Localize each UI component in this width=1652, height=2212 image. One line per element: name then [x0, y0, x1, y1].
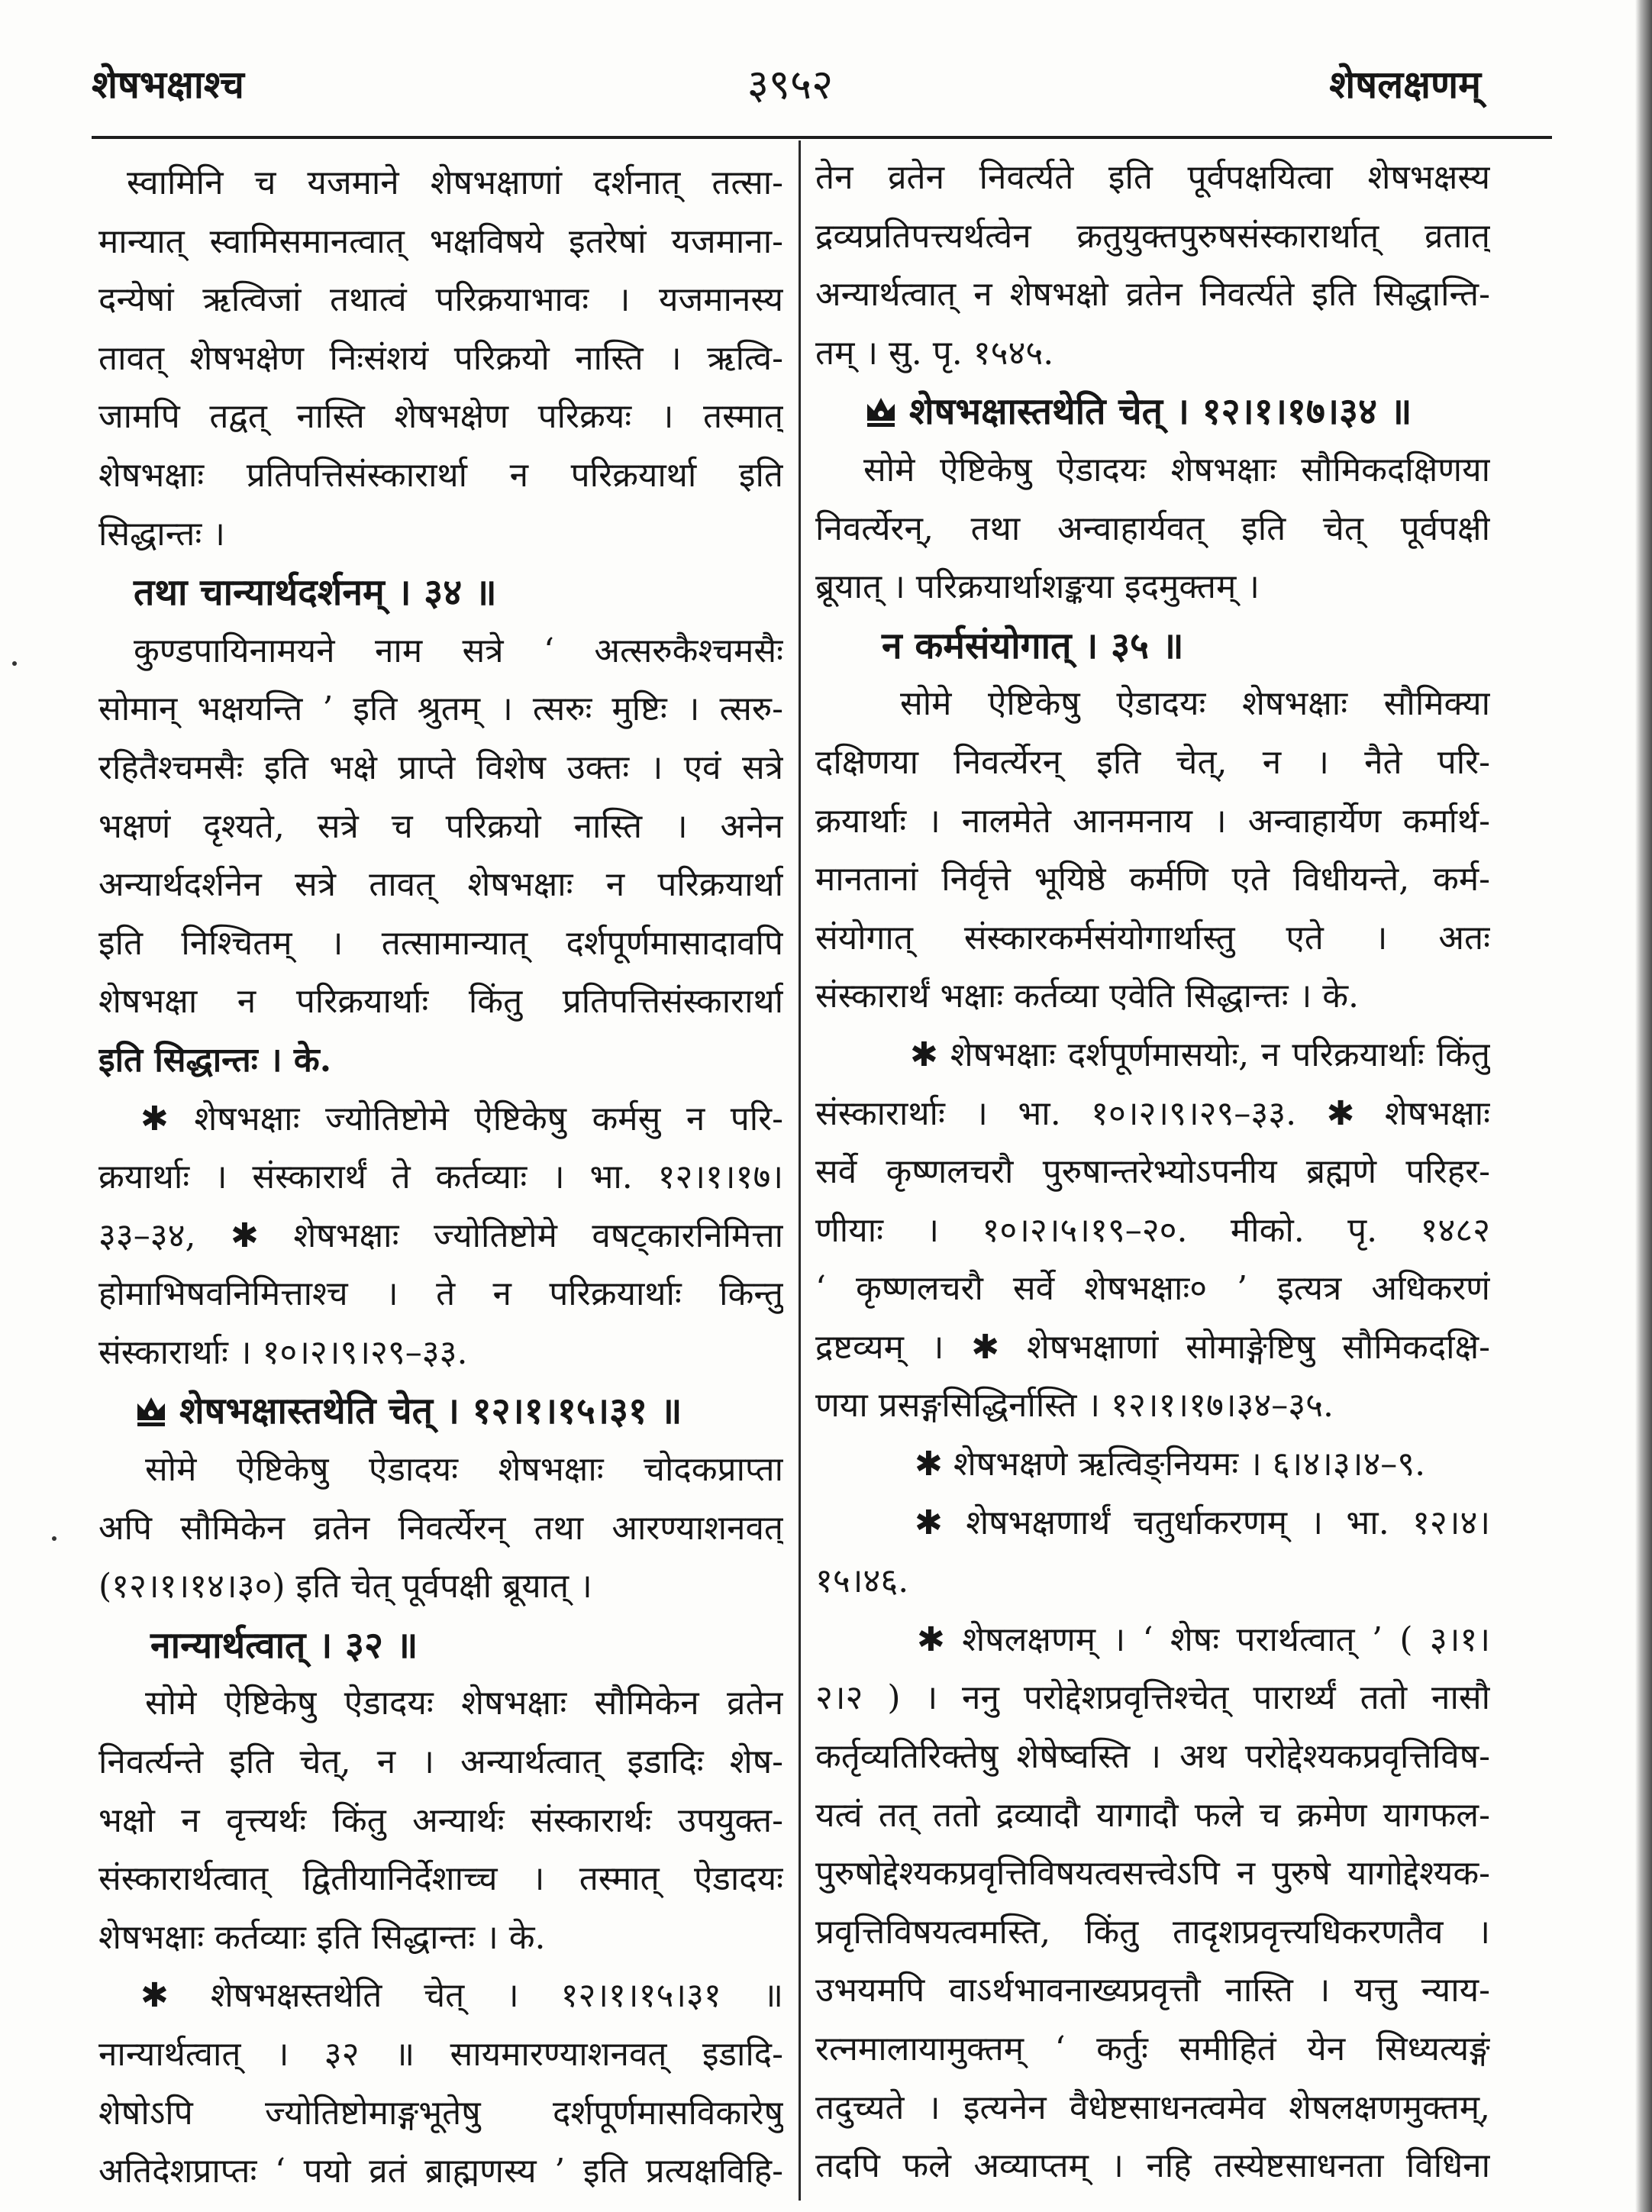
- sutra-heading-row: [815, 383, 1490, 441]
- paragraph-line: स्वामिनि च यजमाने शेषभक्षाणां दर्शनात् तत्सा-: [127, 163, 783, 202]
- reference-entry-line: ✱ शेषलक्षणम् । ‘ शेषः परार्थत्वात् ’ ( ३।१।: [917, 1619, 1490, 1659]
- paragraph-line: शेषभक्षा न परिक्रयार्थाः किंतु प्रतिपत्तिसंस्कारार्था: [98, 982, 783, 1022]
- scan-speck: [12, 661, 17, 666]
- paragraph-line: शेषभक्षाः कर्तव्याः इति सिद्धान्तः । के.: [98, 1917, 546, 1957]
- paragraph-line: सोमान् भक्षयन्ति ’ इति श्रुतम् । त्सरुः मुष्टिः । त्सरु-: [98, 689, 783, 729]
- sutra-ornament-icon: [863, 387, 899, 422]
- sutra-heading: शेषभक्षास्तथेति चेत् । १२।१।१५।३१ ॥: [179, 1390, 682, 1433]
- paragraph-line: जामपि तद्वत् नास्ति शेषभक्षेण परिक्रयः । तस्मात्: [98, 397, 783, 437]
- paragraph-line: प्रवृत्तिविषयत्वमस्ति, किंतु तादृशप्रवृत्त्यधिकरणतैव ।: [815, 1912, 1490, 1952]
- column-divider: [799, 140, 801, 2201]
- paragraph-line: सिद्धान्तः ।: [98, 514, 225, 554]
- reference-entry-line: शेषोऽपि ज्योतिष्टोमाङ्गभूतेषु दर्शपूर्णमासविकारेषु: [98, 2093, 783, 2133]
- sutra-heading: न कर्मसंयोगात् । ३५ ॥: [882, 624, 1184, 667]
- paragraph-line: सोमे ऐष्टिकेषु ऐडादयः शेषभक्षाः सौमिकदक्षिणया: [863, 450, 1490, 489]
- paragraph-line: तावत् शेषभक्षेण निःसंशयं परिक्रयो नास्ति । ऋत्वि-: [98, 338, 783, 378]
- reference-entry-line: णया प्रसङ्गसिद्धिर्नास्ति । १२।१।१७।३४–३५.: [815, 1386, 1334, 1426]
- reference-entry-line: संस्कारार्थाः । भा. १०।२।९।२९–३३. ✱ शेषभक्षाः: [815, 1093, 1490, 1133]
- paragraph-line: भक्षो न वृत्त्यर्थः किंतु अन्यार्थः संस्कारार्थः उपयुक्त-: [98, 1800, 783, 1840]
- reference-entry-line: १५।४६.: [815, 1561, 909, 1601]
- paragraph-line: संस्कारार्थं भक्षाः कर्तव्या एवेति सिद्धान्तः । के.: [815, 977, 1360, 1016]
- paragraph-line: इति निश्चितम् । तत्सामान्यात् दर्शपूर्णमासादावपि: [98, 923, 783, 963]
- reference-entry-line: द्रष्टव्यम् । ✱ शेषभक्षाणां सोमाङ्गेष्टिषु सौमिकदक्षि-: [815, 1327, 1490, 1367]
- paragraph-line: तदपि फले अव्याप्तम् । नहि तस्येष्टसाधनता विधिना: [815, 2146, 1490, 2186]
- left-column: [98, 154, 783, 2201]
- paragraph-line: द्रव्यप्रतिपत्त्यर्थत्वेन क्रतुयुक्तपुरुषसंस्कारार्थात् व्रतात्: [815, 216, 1490, 256]
- reference-entry-line: सर्वे कृष्णलचरौ पुरुषान्तरेभ्योऽपनीय ब्रह्मणे परिहर-: [815, 1152, 1490, 1192]
- paragraph-line: ब्रूयात् । परिक्रयार्थाशङ्कया इदमुक्तम् ।: [815, 567, 1260, 607]
- paragraph-line: यत्वं तत् ततो द्रव्यादौ यागादौ फले च क्रमेण यागफल-: [815, 1795, 1490, 1835]
- paragraph-line: रत्नमालायामुक्तम् ‘ कर्तुः समीहितं येन सिध्यत्यङ्गं: [815, 2030, 1490, 2068]
- reference-entry-line: ‘ कृष्णलचरौ सर्वे शेषभक्षाः० ’ इत्यत्र अधिकरणं: [815, 1269, 1490, 1309]
- right-column: [815, 149, 1490, 2196]
- paragraph-line: कुण्डपायिनामयने नाम सत्रे ‘ अत्सरुकैश्चमसैः: [134, 631, 783, 670]
- paragraph-line: अन्यार्थदर्शनेन सत्रे तावत् शेषभक्षाः न परिक्रयार्था: [98, 865, 783, 905]
- paragraph-line: निवर्त्यन्ते इति चेत्, न । अन्यार्थत्वात् इडादिः शेष-: [98, 1742, 783, 1782]
- reference-entry-line: क्रयार्थाः । संस्कारार्थं ते कर्तव्याः । भा. १२।१।१७।: [98, 1158, 783, 1197]
- paragraph-line: मान्यात् स्वामिसमानत्वात् भक्षविषये इतरेषां यजमाना-: [98, 221, 783, 261]
- reference-entry-line: ✱ शेषभक्षणार्थं चतुर्धाकरणम् । भा. १२।४।: [915, 1503, 1490, 1542]
- reference-entry-line: नान्यार्थत्वात् । ३२ ॥ सायमारण्याशनवत् इडादि-: [98, 2035, 783, 2074]
- paragraph-line: रहितैश्चमसैः इति भक्षे प्राप्ते विशेष उक्तः । एवं सत्रे: [98, 748, 783, 787]
- reference-entry-line: संस्कारार्थाः । १०।२।९।२९–३३.: [98, 1332, 468, 1372]
- paragraph-line: उभयमपि वाऽर्थभावनाख्यप्रवृत्तौ नास्ति । यत्तु न्याय-: [815, 1971, 1490, 2010]
- reference-entry-line: अतिदेशप्राप्तः ‘ पयो व्रतं ब्राह्मणस्य ’ इति प्रत्यक्षविहि-: [98, 2152, 783, 2191]
- paragraph-line: मानतानां निर्वृत्ते भूयिष्ठे कर्मणि एते विधीयन्ते, कर्म-: [815, 860, 1490, 899]
- paragraph-line: तेन व्रतेन निवर्त्यते इति पूर्वपक्षयित्वा शेषभक्षस्य: [815, 158, 1490, 197]
- running-head-left: शेषभक्षाश्च: [92, 62, 244, 107]
- reference-entry-line: णीयाः । १०।२।५।१९–२०. मीको. पृ. १४८२: [815, 1210, 1490, 1250]
- sutra-heading-row: [98, 1382, 783, 1441]
- paragraph-line: अन्यार्थत्वात् न शेषभक्षो व्रतेन निवर्त्यते इति सिद्धान्ति-: [815, 275, 1490, 315]
- paragraph-line: दन्येषां ऋत्विजां तथात्वं परिक्रयाभावः । यजमानस्य: [98, 280, 783, 320]
- reference-entry-line: ३३–३४, ✱ शेषभक्षाः ज्योतिष्टोमे वषट्कारनिमित्ता: [98, 1216, 783, 1255]
- paragraph-line: तदुच्यते । इत्यनेन वैधेष्टसाधनत्वमेव शेषलक्षणमुक्तम्,: [815, 2088, 1490, 2127]
- paragraph-line: सोमे ऐष्टिकेषु ऐडादयः शेषभक्षाः सौमिकेन व्रतेन: [145, 1684, 783, 1723]
- scan-binding-edge: [1635, 0, 1652, 2212]
- paragraph-line: भक्षणं दृश्यते, सत्रे च परिक्रयो नास्ति । अनेन: [98, 806, 783, 846]
- paragraph-line: शेषभक्षाः प्रतिपत्तिसंस्कारार्था न परिक्रयार्था इति: [98, 455, 783, 495]
- sutra-heading: नान्यार्थत्वात् । ३२ ॥: [150, 1623, 418, 1667]
- reference-entry-line: ✱ शेषभक्षाः दर्शपूर्णमासयोः, न परिक्रयार्थाः किंतु: [910, 1035, 1490, 1074]
- paragraph-line: इति सिद्धान्तः । के.: [98, 1040, 332, 1080]
- paragraph-line: संस्कारार्थत्वात् द्वितीयानिर्देशाच्च । तस्मात् ऐडादयः: [98, 1859, 783, 1899]
- reference-entry-line: ✱ शेषभक्षाः ज्योतिष्टोमे ऐष्टिकेषु कर्मसु न परि-: [140, 1099, 783, 1138]
- page-number: ३९५२: [747, 60, 834, 108]
- sutra-heading: तथा चान्यार्थदर्शनम् । ३४ ॥: [134, 571, 497, 615]
- paragraph-line: (१२।१।१४।३०) इति चेत् पूर्वपक्षी ब्रूयात् ।: [98, 1567, 592, 1607]
- reference-entry-line: ✱ शेषभक्षणे ऋत्विङ्नियमः । ६।४।३।४–९.: [915, 1445, 1426, 1484]
- header-rule: [92, 136, 1552, 139]
- paragraph-line: निवर्त्येरन्, तथा अन्वाहार्यवत् इति चेत् पूर्वपक्षी: [815, 509, 1490, 548]
- sutra-ornament-icon: [134, 1387, 169, 1422]
- paragraph-line: सोमे ऐष्टिकेषु ऐडादयः शेषभक्षाः सौमिक्या: [900, 684, 1490, 724]
- reference-entry-line: ✱ शेषभक्षस्तथेति चेत् । १२।१।१५।३१ ॥: [140, 1976, 783, 2016]
- running-head-right: शेषलक्षणम्: [1329, 62, 1481, 107]
- paragraph-line: संयोगात् संस्कारकर्मसंयोगार्थास्तु एते । अतः: [815, 918, 1490, 957]
- paragraph-line: अपि सौमिकेन व्रतेन निवर्त्येरन् तथा आरण्याशनवत्: [98, 1508, 783, 1548]
- paragraph-line: क्रयार्थाः । नालमेते आनमनाय । अन्वाहार्येण कर्मार्थ-: [815, 801, 1490, 841]
- paragraph-line: सोमे ऐष्टिकेषु ऐडादयः शेषभक्षाः चोदकप्राप्ता: [145, 1450, 783, 1490]
- scan-speck: [52, 1536, 56, 1541]
- paragraph-line: पुरुषोद्देश्यकप्रवृत्तिविषयत्वसत्त्वेऽपि न पुरुषे यागोद्देश्यक-: [815, 1854, 1490, 1894]
- paragraph-line: २।२ ) । ननु परोद्देशप्रवृत्तिश्चेत् पारार्थ्यं ततो नासौ: [815, 1678, 1490, 1718]
- reference-entry-line: होमाभिषवनिमित्ताश्च । ते न परिक्रयार्थाः किन्तु: [98, 1274, 783, 1314]
- sutra-heading: शेषभक्षास्तथेति चेत् । १२।१।१७।३४ ॥: [909, 390, 1412, 434]
- paragraph-line: दक्षिणया निवर्त्येरन् इति चेत्, न । नैते परि-: [815, 742, 1490, 782]
- paragraph-line: कर्तृव्यतिरिक्तेषु शेषेष्वस्ति । अथ परोद्देश्यकप्रवृत्तिविष-: [815, 1737, 1490, 1777]
- paragraph-line: तम् । सु. पृ. १५४५.: [815, 333, 1054, 373]
